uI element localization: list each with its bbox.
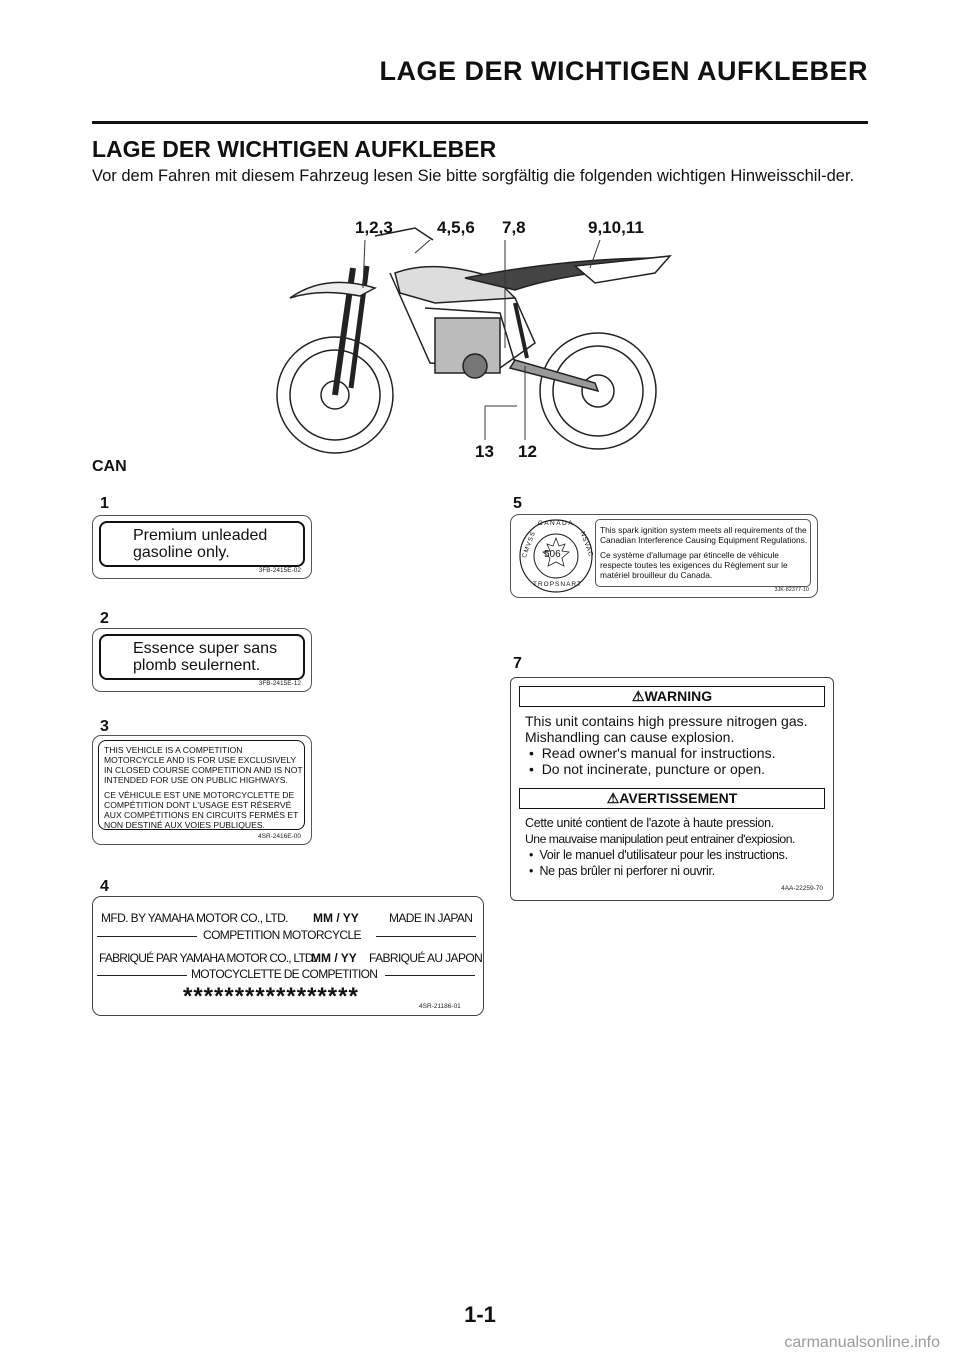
label-4-motocyclette: MOTOCYCLETTE DE COMPETITION (191, 967, 378, 981)
avertissement-bullet-2: • Ne pas brûler ni perforer ni ouvrir. (529, 864, 715, 878)
label-1-line2: gasoline only. (133, 544, 230, 561)
label-3-en-4: INTENDED FOR USE ON PUBLIC HIGHWAYS. (104, 775, 288, 785)
callout-9-10-11: 9,10,11 (588, 218, 644, 237)
label-2-line2: plomb seulernent. (133, 657, 261, 674)
warning-triangle-icon: ⚠ (631, 688, 645, 704)
label-4-code: 4SR-21186-01 (419, 1003, 461, 1010)
avertissement-header (519, 788, 825, 809)
warning-bullet-1-text: Read owner's manual for instructions. (541, 745, 776, 761)
label-2-line1: Essence super sans (133, 640, 278, 657)
label-3-competition (92, 735, 312, 845)
label-number-2: 2 (100, 610, 109, 627)
label-number-7: 7 (513, 655, 522, 672)
header-rule (92, 121, 868, 124)
label-number-3: 3 (100, 718, 109, 735)
label-5-code: 3JK-82377-10 (774, 587, 809, 593)
warning-bullet-2: • Do not incinerate, puncture or open. (529, 761, 766, 777)
label-3-fr-1: CE VÉHICULE EST UNE MOTORCYCLETTE DE (104, 790, 295, 800)
label-5-fr-3: matériel brouilleur du Canada. (600, 570, 713, 580)
label-3-en-2: MOTORCYCLE AND IS FOR USE EXCLUSIVELY (104, 755, 297, 765)
label-4-competition: COMPETITION MOTORCYCLE (203, 928, 361, 942)
label-3-fr-2: COMPÉTITION DONT L'USAGE EST RÉSERVÉ (104, 800, 292, 810)
label-4-rule-right-2 (385, 975, 475, 976)
label-4-mmyy: MM / YY (313, 911, 359, 925)
label-7-nitrogen-warning (510, 677, 834, 901)
label-2-code: 3FB-2415E-12 (258, 680, 301, 687)
region-label-can: CAN (92, 458, 127, 475)
callout-1-2-3: 1,2,3 (355, 218, 393, 237)
seal-text-right: NSVAC (578, 530, 595, 559)
label-number-5: 5 (513, 495, 522, 512)
label-3-fr-4: NON DESTINÉ AUX VOIES PUBLIQUES. (104, 820, 265, 830)
callout-7-8: 7,8 (502, 218, 526, 237)
avertissement-bullet-1-text: Voir le manuel d'utilisateur pour les instructions. (539, 848, 788, 862)
avertissement-line-1: Cette unité contient de l'azote à haute pression. (525, 816, 774, 830)
label-4-made-in-japan: MADE IN JAPAN (389, 911, 473, 925)
label-3-en-1: THIS VEHICLE IS A COMPETITION (104, 745, 243, 755)
callout-4-5-6: 4,5,6 (437, 218, 475, 237)
warning-bullet-1: • Read owner's manual for instructions. (529, 745, 776, 761)
label-4-rule-left-2 (97, 975, 187, 976)
warning-title: WARNING (644, 688, 713, 704)
label-7-code: 4AA-22259-70 (781, 885, 823, 892)
label-3-en-3: IN CLOSED COURSE COMPETITION AND IS NOT (104, 765, 303, 775)
seal-text-bottom: TROPSNART (533, 581, 582, 588)
avertissement-line-2: Une mauvaise manipulation peut entrainer d'expiosion. (525, 832, 795, 846)
warning-line-2: Mishandling can cause explosion. (525, 729, 735, 745)
label-1-fuel-en (92, 515, 312, 579)
label-5-canada-emc (510, 514, 818, 598)
label-1-line1: Premium unleaded (133, 527, 268, 544)
label-2-fuel-fr (92, 628, 312, 692)
label-4-mmyy-2: MM / YY (311, 951, 357, 965)
callout-13: 13 (475, 442, 494, 461)
label-number-1: 1 (100, 495, 109, 512)
warning-line-1: This unit contains high pressure nitrogen gas. (525, 713, 808, 729)
warning-header (519, 686, 825, 707)
label-1-code: 3FB-2415E-02 (258, 567, 301, 574)
label-number-4: 4 (100, 878, 109, 895)
avertissement-bullet-2-text: Ne pas brûler ni perforer ni ouvrir. (539, 864, 715, 878)
section-title: LAGE DER WICHTIGEN AUFKLEBER (92, 136, 497, 162)
label-5-en-1: This spark ignition system meets all requirements of the (600, 525, 807, 535)
label-4-mfd: MFD. BY YAMAHA MOTOR CO., LTD. (101, 911, 288, 925)
seal-number: 506 (544, 549, 561, 560)
seal-text-left: CMVSS (520, 530, 538, 559)
label-4-fabrique: FABRIQUÉ PAR YAMAHA MOTOR CO., LTD. (99, 951, 316, 965)
avertissement-triangle-icon: ⚠ (606, 790, 620, 806)
avertissement-bullet-1: • Voir le manuel d'utilisateur pour les instructions. (529, 848, 788, 862)
label-4-vin-plate (92, 896, 484, 1016)
seal-text-top: CANADA (538, 520, 575, 527)
label-5-fr-2: respecte toutes les exigences du Règlement sur le (600, 560, 788, 570)
label-4-rule-left (97, 936, 197, 937)
motorcycle-drawing (265, 218, 685, 463)
avertissement-title: AVERTISSEMENT (619, 790, 738, 806)
intro-paragraph: Vor dem Fahren mit diesem Fahrzeug lesen Sie bitte sorgfältig die folgenden wichtigen Hinweisschil-der. (92, 167, 855, 185)
label-4-fabrique-japon: FABRIQUÉ AU JAPON (369, 951, 483, 965)
label-5-en-2: Canadian Interference Causing Equipment Regulations. (600, 535, 808, 545)
page-number: 1-1 (464, 1302, 496, 1327)
watermark: carmanualsonline.info (784, 1334, 940, 1351)
warning-bullet-2-text: Do not incinerate, puncture or open. (541, 761, 766, 777)
label-4-serial-stars: ***************** (183, 983, 359, 1010)
label-3-fr-3: AUX COMPÉTITIONS EN CIRCUITS FERMÉS ET (104, 810, 299, 820)
label-4-rule-right (376, 936, 476, 937)
page-header-title: LAGE DER WICHTIGEN AUFKLEBER (379, 56, 868, 86)
label-5-fr-1: Ce système d'allumage par étincelle de véhicule (600, 550, 779, 560)
callout-12: 12 (518, 442, 537, 461)
motorcycle-illustration (265, 218, 685, 463)
label-3-code: 4SR-2416E-00 (258, 833, 301, 840)
